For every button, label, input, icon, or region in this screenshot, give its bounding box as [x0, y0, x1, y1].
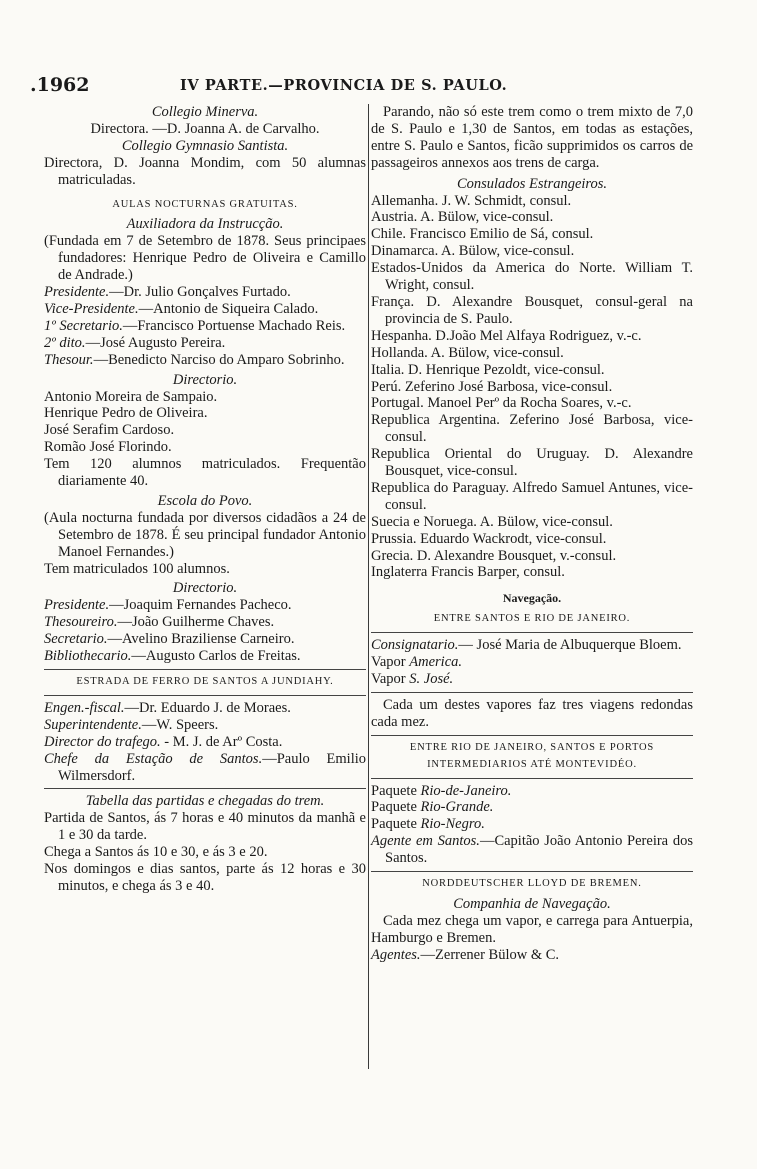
- parando-text: Parando, não só este trem como o trem mixto de 7,0 de S. Paulo e 1,30 de Santos, em todas as estações, entre S. Paulo e Santos, ficão supprimidos os carros de passageiros annexos aos trens de carga.: [371, 104, 693, 171]
- section-rule: [371, 692, 693, 693]
- consulado-entry: Chile. Francisco Emilio de Sá, consul.: [371, 226, 594, 243]
- consulado-entry: Grecia. D. Alexandre Bousquet, v.-consul.: [371, 547, 617, 564]
- tabella-line: Chega a Santos ás 10 e 30, e ás 3 e 20.: [44, 844, 268, 861]
- consulado-entry: Prussia. Eduardo Wackrodt, vice-consul.: [371, 530, 607, 547]
- officer-name: —Benedicto Narciso do Amparo Sobrinho.: [93, 351, 345, 368]
- paquete-name: Rio-de-Janeiro.: [420, 782, 512, 799]
- auxiliadora-officer: [44, 352, 366, 369]
- paquete-entry: [371, 816, 693, 833]
- consulado-entry: Austria. A. Bülow, vice-consul.: [371, 209, 554, 226]
- consignatario-name: — José Maria de Albuquerque Bloem.: [458, 637, 682, 654]
- vapores-info: Cada um destes vapores faz tres viagens redondas cada mez.: [371, 696, 693, 730]
- section-rule: [371, 778, 693, 779]
- escola-alumnos: Tem matriculados 100 alumnos.: [44, 560, 230, 577]
- santos-rio-heading: ENTRE SANTOS E RIO DE JANEIRO.: [433, 613, 631, 625]
- officer-name: —Augusto Carlos de Freitas.: [131, 648, 301, 665]
- auxiliadora-info: (Fundada em 7 de Setembro de 1878. Seus principaes fundadores: Henrique Pedro de Oliveira e Camillo de Andrade.): [44, 233, 366, 284]
- vapor-entry: [371, 671, 693, 688]
- paquete-name: Rio-Grande.: [420, 799, 494, 816]
- gymnasio-title: Collegio Gymnasio Santista.: [121, 137, 289, 154]
- consulado-entry: Hespanha. D.João Mel Alfaya Rodriguez, v.-c.: [371, 327, 642, 344]
- lloyd-heading: NORDDEUTSCHER LLOYD DE BREMEN.: [422, 878, 642, 890]
- directorio-title: Directorio.: [172, 371, 238, 388]
- directorio-member: Antonio Moreira de Sampaio.: [44, 388, 218, 405]
- page-header: [30, 74, 560, 96]
- agentes-name: —Zerrener Bülow & C.: [420, 946, 560, 963]
- page-number: .1962: [30, 74, 90, 96]
- agente-santos: [371, 833, 693, 867]
- section-rule: [44, 788, 366, 789]
- consulado-entry: Inglaterra Francis Barper, consul.: [371, 564, 565, 581]
- gymnasio-directora: Directora, D. Joanna Mondim, com 50 alumnas matriculadas.: [44, 154, 366, 188]
- minerva-directora: Directora. —D. Joanna A. de Carvalho.: [90, 120, 320, 137]
- officer-title: Director do trafego.: [44, 733, 161, 750]
- section-rule: [371, 735, 693, 736]
- escola-officer: [44, 631, 366, 648]
- vapor-prefix: Vapor: [371, 671, 410, 687]
- companhia-title: Companhia de Navegação.: [453, 895, 611, 912]
- vapor-prefix: Vapor: [371, 654, 410, 671]
- aulas-heading: AULAS NOCTURNAS GRATUITAS.: [112, 198, 298, 210]
- officer-name: —W. Speers.: [141, 716, 219, 733]
- auxiliadora-officer: [44, 335, 366, 352]
- tabella-title: Tabella das partidas e chegadas do trem.: [85, 793, 325, 810]
- section-rule: [371, 871, 693, 872]
- right-column: [371, 104, 693, 964]
- column-divider: [368, 104, 369, 1069]
- escola-title: Escola do Povo.: [157, 492, 253, 509]
- officer-title: Chefe da Estação de Santos.: [44, 750, 263, 767]
- agente-label: Agente em Santos.: [371, 833, 480, 850]
- estrada-officer: [44, 751, 366, 785]
- agentes: [371, 947, 693, 964]
- consulados-title: Consulados Estrangeiros.: [456, 175, 608, 192]
- consulado-entry: Allemanha. J. W. Schmidt, consul.: [371, 192, 572, 209]
- officer-name: —José Augusto Pereira.: [85, 334, 226, 351]
- rio-montevideo-heading: ENTRE RIO DE JANEIRO, SANTOS E PORTOS INTERMEDIARIOS ATÉ MONTEVIDÉO.: [409, 741, 655, 770]
- navegacao-title: Navegação.: [502, 591, 562, 606]
- auxiliadora-alumnos: Tem 120 alumnos matriculados. Frequentão diariamente 40.: [44, 456, 366, 490]
- consulado-entry: Perú. Zeferino José Barbosa, vice-consul.: [371, 378, 613, 395]
- tabella-line: Partida de Santos, ás 7 horas e 40 minutos da manhã e 1 e 30 da tarde.: [44, 810, 366, 844]
- consignatario: [371, 637, 693, 654]
- estrada-officer: [44, 717, 366, 734]
- directorio-member: José Serafim Cardoso.: [44, 422, 175, 439]
- officer-title: 1º Secretario.: [44, 317, 123, 334]
- auxiliadora-officer: [44, 318, 366, 335]
- consulado-entry: Suecia e Noruega. A. Bülow, vice-consul.: [371, 513, 613, 530]
- section-rule: [44, 669, 366, 670]
- escola-info: (Aula nocturna fundada por diversos cidadãos a 24 de Setembro de 1878. É seu principal fundador Antonio Manoel Fernandes.): [44, 509, 366, 560]
- tabella-line: Nos domingos e dias santos, parte ás 12 horas e 30 minutos, e chega ás 3 e 40.: [44, 861, 366, 894]
- officer-title: Presidente.: [44, 597, 110, 614]
- vapor-name: America.: [409, 654, 463, 671]
- agentes-label: Agentes.: [371, 946, 421, 963]
- companhia-info: Cada mez chega um vapor, e carrega para Antuerpia, Hamburgo e Bremen.: [371, 912, 693, 946]
- consulado-entry: Republica Oriental do Uruguay. D. Alexandre Bousquet, vice-consul.: [371, 446, 693, 480]
- officer-name: —Joaquim Fernandes Pacheco.: [109, 597, 292, 614]
- escola-officer: [44, 648, 366, 665]
- paquete-prefix: Paquete: [371, 799, 421, 816]
- consignatario-label: Consignatario.: [371, 637, 459, 654]
- auxiliadora-officer: [44, 284, 366, 301]
- officer-title: Thesour.: [44, 351, 94, 368]
- officer-name: —Avelino Braziliense Carneiro.: [107, 631, 295, 648]
- paquete-entry: [371, 799, 693, 816]
- paquete-entry: [371, 783, 693, 800]
- consulado-entry: Republica do Paraguay. Alfredo Samuel Antunes, vice-consul.: [371, 479, 693, 513]
- vapor-entry: [371, 654, 693, 671]
- paquete-name: Rio-Negro.: [420, 816, 485, 833]
- consulado-entry: Republica Argentina. Zeferino José Barbosa, vice-consul.: [371, 412, 693, 446]
- officer-title: Bibliothecario.: [44, 648, 132, 665]
- vapor-name: S. José.: [409, 671, 454, 687]
- officer-title: Secretario.: [44, 631, 108, 648]
- consulado-entry: Hollanda. A. Bülow, vice-consul.: [371, 344, 564, 361]
- officer-title: 2º dito.: [44, 334, 86, 351]
- running-head: IV PARTE.—PROVINCIA DE S. PAULO.: [180, 77, 508, 94]
- officer-name: —Francisco Portuense Machado Reis.: [122, 317, 346, 334]
- consulado-entry: Estados-Unidos da America do Norte. William T. Wright, consul.: [371, 260, 693, 294]
- officer-name: - M. J. de Arº Costa.: [160, 733, 283, 750]
- consulado-entry: Portugal. Manoel Perº da Rocha Soares, v.-c.: [371, 395, 632, 412]
- paquete-prefix: Paquete: [371, 782, 421, 799]
- escola-officer: [44, 614, 366, 631]
- paquete-prefix: Paquete: [371, 816, 421, 833]
- officer-name: —João Guilherme Chaves.: [117, 614, 275, 631]
- consulado-entry: França. D. Alexandre Bousquet, consul-geral na provincia de S. Paulo.: [371, 293, 693, 327]
- auxiliadora-officer: [44, 301, 366, 318]
- officer-name: —Dr. Eduardo J. de Moraes.: [124, 699, 291, 716]
- estrada-officer: [44, 700, 366, 717]
- officer-name: —Antonio de Siqueira Calado.: [138, 300, 319, 317]
- estrada-heading: ESTRADA DE FERRO DE SANTOS A JUNDIAHY.: [76, 676, 334, 687]
- officer-title: Vice-Presidente.: [44, 300, 139, 317]
- officer-name: —Dr. Julio Gonçalves Furtado.: [109, 284, 291, 301]
- left-column: [44, 104, 366, 895]
- officer-name: —Paulo Emilio Wilmersdorf.: [58, 750, 366, 784]
- officer-title: Presidente.: [44, 284, 110, 301]
- consulado-entry: Dinamarca. A. Bülow, vice-consul.: [371, 243, 575, 260]
- agente-name: —Capitão João Antonio Pereira dos Santos.: [385, 833, 693, 867]
- directorio2-title: Directorio.: [172, 580, 238, 597]
- auxiliadora-title: Auxiliadora da Instrucção.: [126, 216, 284, 233]
- minerva-title: Collegio Minerva.: [151, 104, 259, 120]
- section-rule: [371, 632, 693, 633]
- directorio-member: Romão José Florindo.: [44, 439, 172, 456]
- officer-title: Engen.-fiscal.: [44, 699, 125, 716]
- directorio-member: Henrique Pedro de Oliveira.: [44, 405, 208, 422]
- section-rule: [44, 695, 366, 696]
- officer-title: Superintendente.: [44, 716, 142, 733]
- officer-title: Thesoureiro.: [44, 614, 118, 631]
- estrada-officer: [44, 734, 366, 751]
- consulado-entry: Italia. D. Henrique Pezoldt, vice-consul.: [371, 361, 605, 378]
- escola-officer: [44, 597, 366, 614]
